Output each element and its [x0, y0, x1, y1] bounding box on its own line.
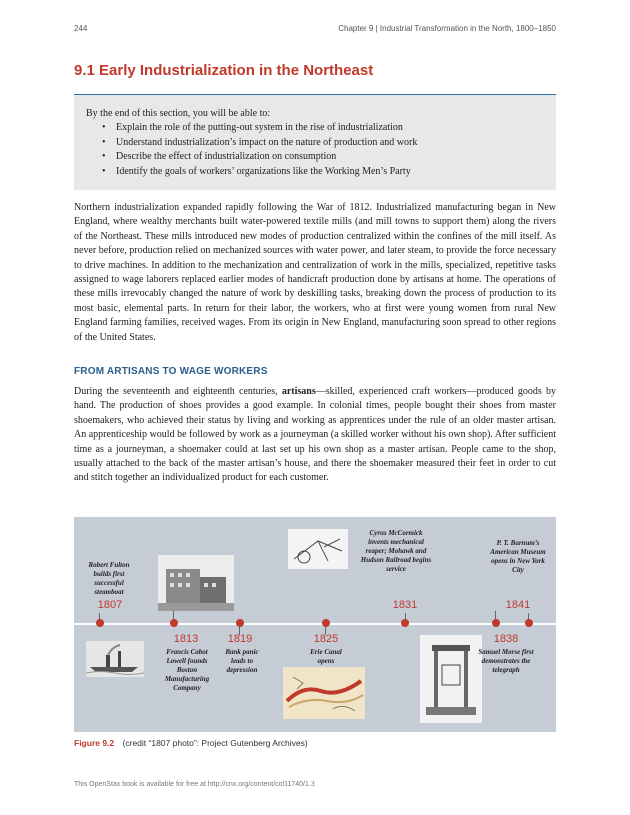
event-1841-year: 1841: [505, 599, 531, 611]
chapter-title: Chapter 9 | Industrial Transformation in the North, 1800–1850: [338, 24, 556, 33]
objective-item: • Explain the role of the putting-out system in the rise of industrialization: [102, 121, 417, 136]
event-1807-text: Robert Fulton builds first successful steamboat: [88, 561, 130, 596]
event-1838-dot: [492, 619, 500, 627]
paragraph-artisans: [74, 385, 556, 486]
event-1838-year: 1838: [493, 633, 519, 645]
paragraph-artisans-before: During the seventeenth and eighteenth centuries,: [74, 386, 282, 397]
objective-item: • Describe the effect of industrialization on consumption: [102, 150, 417, 165]
section-title: 9.1 Early Industrialization in the Northeast: [74, 62, 374, 79]
objective-item: • Understand industrialization’s impact on the nature of production and work: [102, 136, 417, 151]
page-footer: This OpenStax book is available for free at http://cnx.org/content/col11740/1.3: [74, 781, 315, 788]
canal-map-drawing: [283, 667, 365, 719]
event-1831-year: 1831: [392, 599, 418, 611]
erie-canal-map-image: [283, 667, 365, 719]
morse-telegraph-image: [420, 635, 482, 723]
event-1819-year: 1819: [227, 633, 253, 645]
lowell-mill-image: [158, 555, 234, 611]
event-1825-text: Erie Canal opens: [310, 648, 342, 665]
event-1819-dot: [236, 619, 244, 627]
event-1807-year: 1807: [97, 599, 123, 611]
figure-caption: [74, 738, 308, 748]
objectives-list: [102, 121, 417, 179]
event-1841-dot: [525, 619, 533, 627]
subheading-artisans: FROM ARTISANS TO WAGE WORKERS: [74, 366, 268, 377]
steamboat-drawing: [86, 641, 144, 677]
learning-objectives-box: [74, 95, 556, 190]
reaper-drawing: [288, 529, 348, 569]
figure-credit: (credit “1807 photo”: Project Gutenberg Archives): [122, 738, 308, 748]
event-1813-text: Francis Cabot Lowell founds Boston Manufacturing Company: [164, 648, 210, 692]
mccormick-reaper-image: [288, 529, 348, 569]
steamboat-image: [86, 641, 144, 677]
event-1819-text: Bank panic leads to depression: [225, 648, 259, 674]
event-1825-year: 1825: [313, 633, 339, 645]
page-number: 244: [74, 24, 88, 33]
event-1841-text: P. T. Barnum’s American Museum opens in New York City: [490, 539, 546, 574]
key-term-artisans: artisans: [281, 386, 316, 397]
event-1831-text: Cyrus McCormick invents mechanical reaper; Mohawk and Hudson Railroad begins service: [360, 529, 432, 573]
paragraph-industrialization: Northern industrialization expanded rapidly following the War of 1812. Industrialized manufacturing began in New England, where wealthy merchants built water-powered textile mills (and mill towns to support them) along the rivers of the Northeast. These mills introduced new modes of production centralized within the confines of the mill itself. As never before, production relied on mechanized sources with water power, and later steam, to provide the force necessary to drive machines. In addition to the mechanization and centralization of work in the mills, specialized, repetitive tasks assigned to wage laborers replaced earlier modes of handicraft production done by artisans at home. The operations of these mills irrevocably changed the nature of work by deskilling tasks, breaking down the process of production to its most basic, elemental parts. In return for their labor, the workers, who at first were young women from rural New England farming families, received wages. From its origin in New England, manufacturing soon spread to other regions of the United States.: [74, 202, 556, 343]
event-1807-dot: [96, 619, 104, 627]
event-1838-text: Samuel Morse first demonstrates the telegraph: [478, 648, 534, 674]
event-1813-year: 1813: [173, 633, 199, 645]
event-1825-dot: [322, 619, 330, 627]
objective-item: • Identify the goals of workers’ organizations like the Working Men’s Party: [102, 165, 417, 180]
figure-label: Figure 9.2: [74, 738, 115, 748]
objectives-intro: By the end of this section, you will be able to:: [86, 108, 271, 119]
event-1831-dot: [401, 619, 409, 627]
timeline-axis: [74, 623, 556, 625]
mill-drawing: [158, 555, 234, 611]
telegraph-drawing: [420, 635, 482, 723]
event-1813-dot: [170, 619, 178, 627]
timeline-figure: [74, 517, 556, 732]
paragraph-artisans-after: —skilled, experienced craft workers—produced goods by hand. The production of shoes provides a good example. In colonial times, people bought their shoes from master shoemakers, who achieved their status by living and working as apprentices under the rule of an older master artisan. An apprenticeship would be followed by work as a journeyman (a skilled worker without his own shop). After sufficient time as a journeyman, a shoemaker could at last set up his own shop as a master artisan. People came to the shop, usually attached to the back of the master artisan’s house, and there the shoemaker measured their feet in order to cut and stitch together an individualized product for each customer.: [74, 386, 557, 484]
